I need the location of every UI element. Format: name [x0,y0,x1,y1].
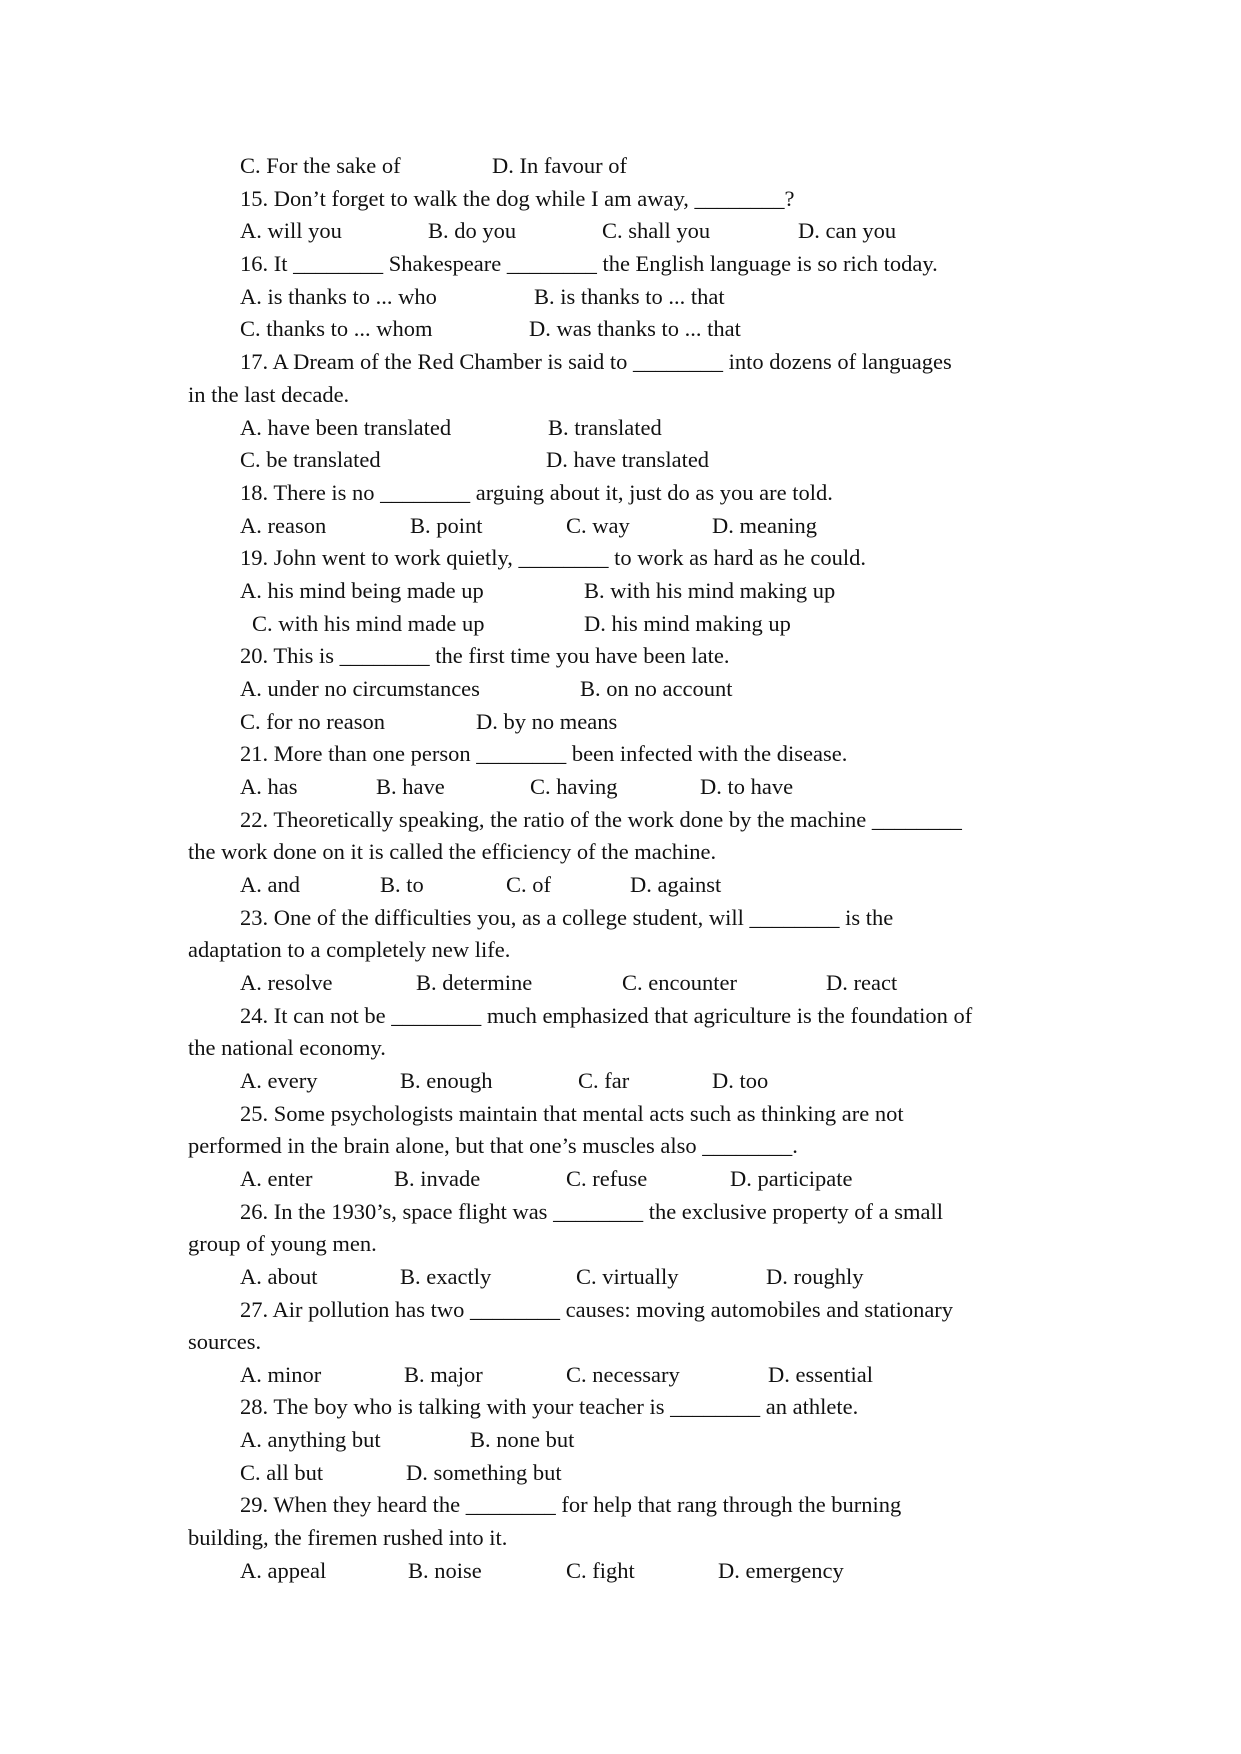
option-b: B. noise [408,1558,482,1583]
option-d: D. was thanks to ... that [529,316,741,341]
option-d: D. emergency [718,1558,844,1583]
question-23-stem: 23. One of the difficulties you, as a college student, will ________ is the [240,905,894,930]
question-18-stem: 18. There is no ________ arguing about it, just do as you are told. [240,480,833,505]
question-16-stem: 16. It ________ Shakespeare ________ the English language is so rich today. [240,251,938,276]
question-25-stem: 25. Some psychologists maintain that mental acts such as thinking are not [240,1101,904,1126]
option-a: A. enter [240,1166,313,1191]
option-b: B. enough [400,1068,493,1093]
option-c: C. for no reason [240,709,385,734]
option-c: C. For the sake of [240,153,401,178]
option-b: B. invade [394,1166,481,1191]
option-c: C. far [578,1068,630,1093]
option-d: D. meaning [712,513,817,538]
option-a: A. under no circumstances [240,676,480,701]
option-b: B. major [404,1362,483,1387]
question-24-stem: 24. It can not be ________ much emphasized that agriculture is the foundation of [240,1003,973,1028]
option-d: D. participate [730,1166,853,1191]
option-c: C. be translated [240,447,381,472]
question-29-continuation: building, the firemen rushed into it. [188,1525,508,1550]
option-a: A. his mind being made up [240,578,484,603]
question-21-stem: 21. More than one person ________ been infected with the disease. [240,741,848,766]
option-b: B. on no account [580,676,733,701]
option-a: A. is thanks to ... who [240,284,437,309]
option-c: C. shall you [602,218,711,243]
question-20-stem: 20. This is ________ the first time you have been late. [240,643,730,668]
option-c: C. all but [240,1460,324,1485]
option-d: D. against [630,872,722,897]
option-c: C. necessary [566,1362,680,1387]
question-25-continuation: performed in the brain alone, but that one’s muscles also ________. [188,1133,798,1158]
option-c: C. with his mind made up [252,611,485,636]
option-b: B. point [410,513,483,538]
question-28-stem: 28. The boy who is talking with your teacher is ________ an athlete. [240,1394,859,1419]
option-d: D. In favour of [492,153,627,178]
option-c: C. refuse [566,1166,648,1191]
question-27-continuation: sources. [188,1329,262,1354]
option-b: B. exactly [400,1264,492,1289]
option-d: D. react [826,970,898,995]
option-a: A. every [240,1068,318,1093]
question-17-continuation: in the last decade. [188,382,350,407]
question-15-stem: 15. Don’t forget to walk the dog while I am away, ________? [240,186,795,211]
option-a: A. appeal [240,1558,327,1583]
option-c: C. of [506,872,551,897]
question-19-stem: 19. John went to work quietly, ________ to work as hard as he could. [240,545,866,570]
question-22-continuation: the work done on it is called the efficiency of the machine. [188,839,717,864]
option-c: C. having [530,774,618,799]
option-d: D. roughly [766,1264,864,1289]
option-b: B. determine [416,970,533,995]
option-a: A. about [240,1264,318,1289]
question-26-stem: 26. In the 1930’s, space flight was ________ the exclusive property of a small [240,1199,943,1224]
option-d: D. his mind making up [584,611,791,636]
option-b: B. have [376,774,445,799]
question-27-stem: 27. Air pollution has two ________ causes: moving automobiles and stationary [240,1297,954,1322]
option-b: B. with his mind making up [584,578,836,603]
option-d: D. have translated [546,447,710,472]
question-24-continuation: the national economy. [188,1035,386,1060]
option-b: B. to [380,872,424,897]
question-26-continuation: group of young men. [188,1231,377,1256]
option-c: C. way [566,513,630,538]
option-d: D. to have [700,774,794,799]
option-a: A. anything but [240,1427,381,1452]
option-a: A. has [240,774,298,799]
question-22-stem: 22. Theoretically speaking, the ratio of the work done by the machine ________ [240,807,962,832]
option-c: C. thanks to ... whom [240,316,433,341]
option-d: D. by no means [476,709,618,734]
option-c: C. fight [566,1558,635,1583]
option-c: C. encounter [622,970,737,995]
option-a: A. have been translated [240,415,452,440]
option-a: A. minor [240,1362,322,1387]
option-c: C. virtually [576,1264,679,1289]
option-d: D. essential [768,1362,873,1387]
option-a: A. reason [240,513,327,538]
option-d: D. too [712,1068,769,1093]
question-29-stem: 29. When they heard the ________ for help that rang through the burning [240,1492,902,1517]
option-b: B. is thanks to ... that [534,284,725,309]
question-17-stem: 17. A Dream of the Red Chamber is said to ________ into dozens of languages [240,349,952,374]
option-a: A. and [240,872,300,897]
option-a: A. will you [240,218,342,243]
option-d: D. can you [798,218,897,243]
option-b: B. translated [548,415,662,440]
question-23-continuation: adaptation to a completely new life. [188,937,511,962]
option-b: B. do you [428,218,517,243]
option-a: A. resolve [240,970,333,995]
option-d: D. something but [406,1460,562,1485]
option-b: B. none but [470,1427,575,1452]
